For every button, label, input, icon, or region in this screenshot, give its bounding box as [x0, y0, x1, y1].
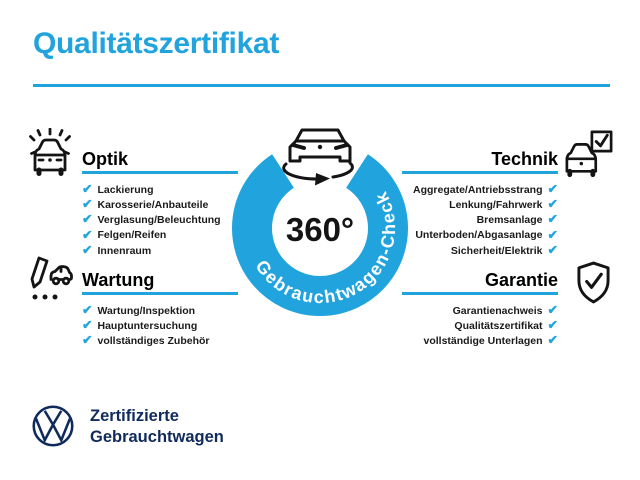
pencil-checklist-car-icon: [27, 255, 73, 305]
list-item-label: Lenkung/Fahrwerk: [449, 198, 543, 211]
page-title: Qualitätszertifikat: [33, 27, 280, 60]
check-icon: ✔: [547, 318, 558, 333]
list-item-label: Unterboden/Abgasanlage: [415, 229, 543, 242]
check-icon: ✔: [82, 302, 93, 317]
list-item: [402, 319, 558, 334]
list-item: [82, 228, 238, 243]
section-wartung-list: [82, 304, 238, 350]
list-item: [402, 183, 558, 198]
list-item-label: Garantienachweis: [452, 304, 543, 317]
shield-check-icon: [576, 261, 611, 304]
list-item-label: vollständige Unterlagen: [423, 335, 543, 348]
check-icon: ✔: [82, 197, 93, 212]
section-garantie-underline: [402, 292, 558, 295]
check-icon: ✔: [82, 227, 93, 242]
section-garantie-list: [402, 304, 558, 350]
list-item-label: Wartung/Inspektion: [97, 304, 196, 317]
list-item: [82, 213, 238, 228]
section-optik-underline: [82, 171, 238, 174]
section-technik: [402, 149, 558, 259]
section-wartung-title: Wartung: [82, 270, 155, 290]
list-item-label: Innenraum: [97, 244, 152, 257]
check-icon: ✔: [547, 243, 558, 258]
list-item: [82, 183, 238, 198]
check-icon: ✔: [547, 212, 558, 227]
list-item: [402, 213, 558, 228]
list-item-label: Lackierung: [97, 183, 154, 196]
list-item: [82, 304, 238, 319]
check-icon: ✔: [547, 302, 558, 317]
list-item-label: vollständiges Zubehör: [97, 335, 210, 348]
list-item-label: Sicherheit/Elektrik: [450, 244, 543, 257]
section-garantie-title: Garantie: [484, 270, 558, 290]
brand-wordmark-line1: Zertifizierte: [90, 407, 179, 425]
list-item: [402, 334, 558, 349]
section-optik-list: [82, 183, 238, 259]
section-garantie: [402, 270, 558, 349]
list-item: [82, 198, 238, 213]
list-item: [82, 244, 238, 259]
check-icon: ✔: [82, 212, 93, 227]
list-item: [402, 244, 558, 259]
car-shine-icon: [26, 128, 74, 176]
list-item-label: Qualitätszertifikat: [454, 319, 543, 332]
check-icon: ✔: [547, 227, 558, 242]
car-checkbox-icon: [563, 129, 615, 179]
header-divider: [33, 84, 610, 87]
car-rotation-icon: [284, 130, 353, 186]
vw-logo: [31, 404, 75, 448]
section-technik-underline: [402, 171, 558, 174]
list-item-label: Aggregate/Antriebsstrang: [412, 183, 543, 196]
section-technik-list: [402, 183, 558, 259]
brand-wordmark-line2: Gebrauchtwagen: [90, 427, 224, 446]
degree-label: 360°: [285, 211, 355, 248]
check-icon: ✔: [82, 318, 93, 333]
section-wartung-underline: [82, 292, 238, 295]
list-item: [402, 304, 558, 319]
check-icon: ✔: [547, 181, 558, 196]
section-optik: [82, 149, 238, 259]
check-icon: ✔: [82, 243, 93, 258]
list-item-label: Bremsanlage: [476, 214, 543, 227]
list-item: [402, 198, 558, 213]
list-item: [402, 228, 558, 243]
list-item-label: Hauptuntersuchung: [97, 319, 198, 332]
check-icon: ✔: [82, 181, 93, 196]
360-check-badge: [220, 117, 420, 322]
ring-label: Gebrauchtwagen-Check: [251, 187, 400, 308]
brand-wordmark: [90, 406, 224, 447]
list-item: [82, 319, 238, 334]
list-item-label: Felgen/Reifen: [97, 229, 167, 242]
section-technik-title: Technik: [491, 149, 558, 169]
list-item-label: Karosserie/Anbauteile: [97, 198, 209, 211]
list-item-label: Verglasung/Beleuchtung: [97, 214, 221, 227]
check-icon: ✔: [82, 333, 93, 348]
section-optik-title: Optik: [82, 149, 129, 169]
check-icon: ✔: [547, 333, 558, 348]
check-icon: ✔: [547, 197, 558, 212]
list-item: [82, 334, 238, 349]
section-wartung: [82, 270, 238, 349]
